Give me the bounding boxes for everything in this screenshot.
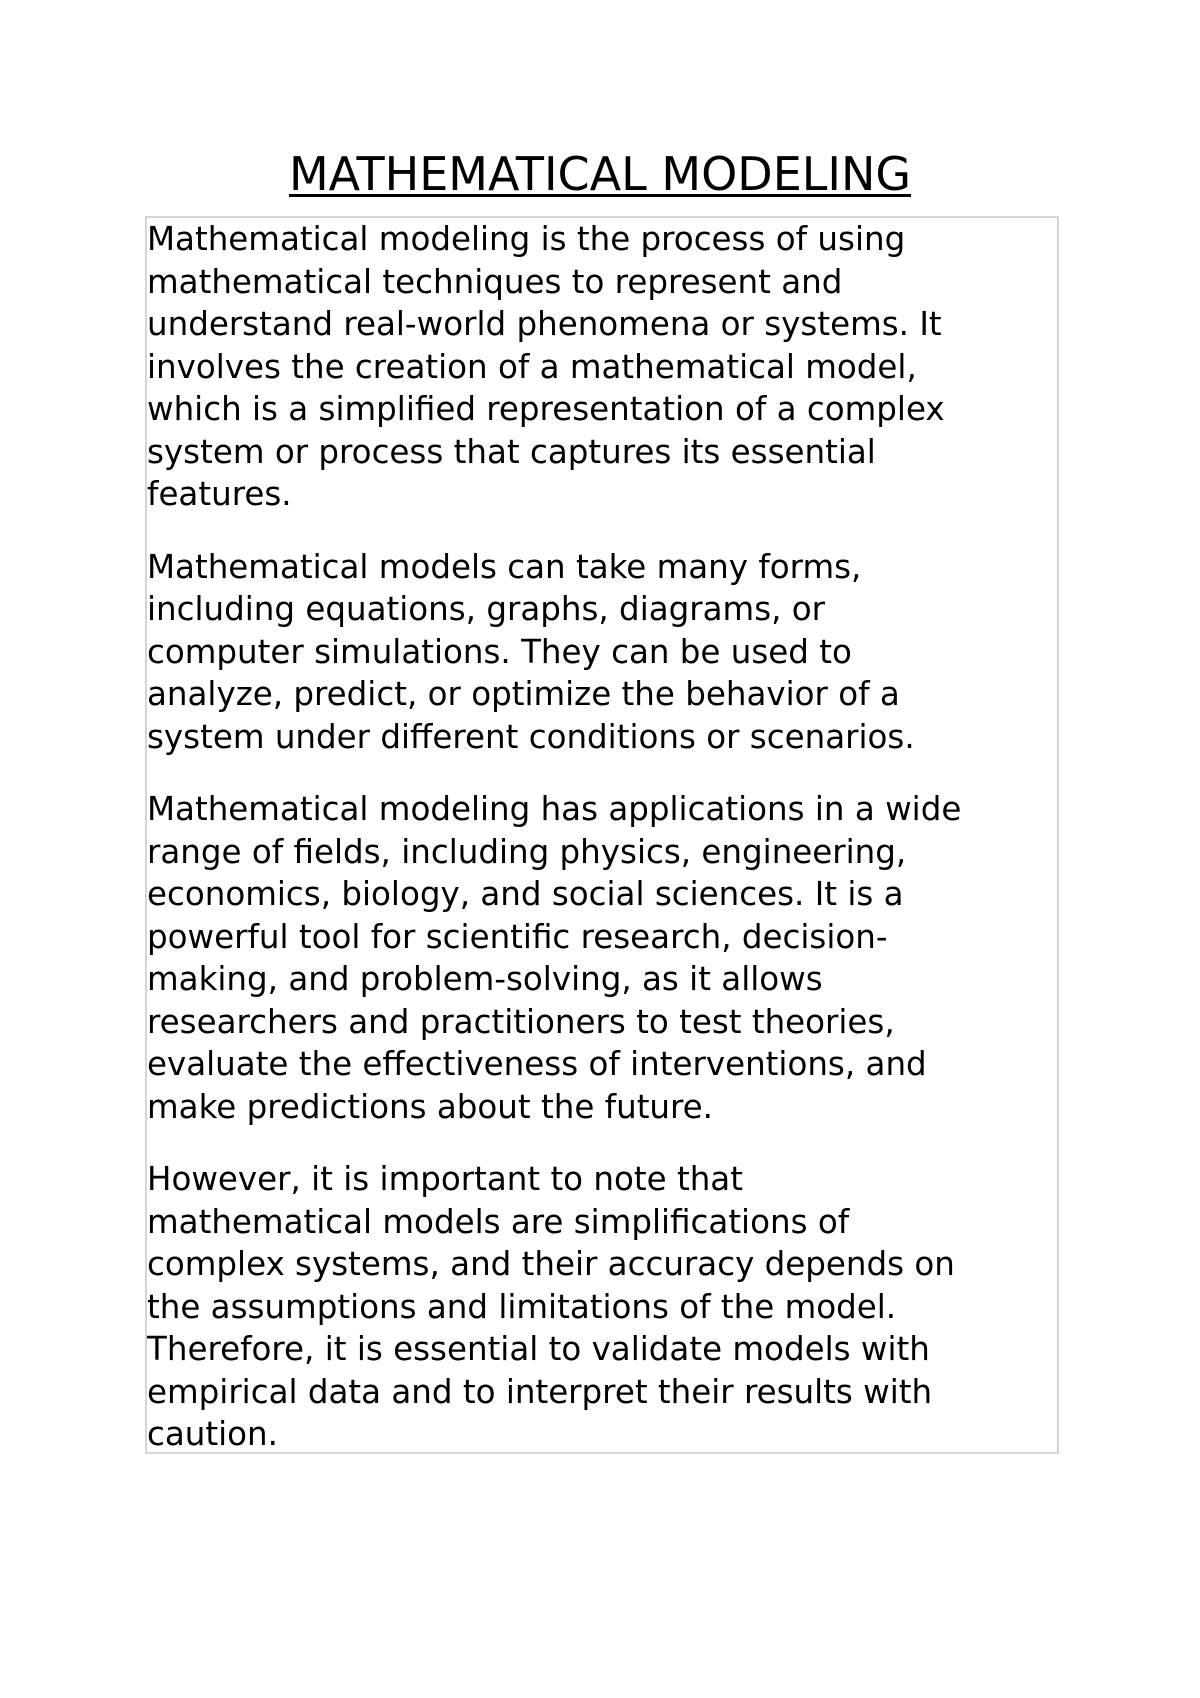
paragraph-definition: Mathematical modeling is the process of using mathematical techniques to represent and understand real-world phenomena or systems. It involves the creation of a mathematical model, which is a simplified representation of a complex system or process that captures its essential features. [147, 220, 945, 513]
document-title: MATHEMATICAL MODELING [288, 147, 912, 201]
paragraph-limitations: However, it is important to note that mathematical models are simplifications of complex systems, and their accuracy depends on the assumptions and limitations of the model. Therefore, it is essential to validate models with empirical data and to interpret their results with caution. [147, 1160, 955, 1453]
paragraph-applications: Mathematical modeling has applications in a wide range of fields, including physics, engineering, economics, biology, and social sciences. It is a powerful tool for scientific research, decision- making, and problem-solving, as it allows researchers and practitioners to test theories, evaluate the effectiveness of interventions, and make predictions about the future. [147, 790, 962, 1126]
text-box-content [147, 218, 1059, 1454]
text-box[interactable] [145, 216, 1059, 1454]
paragraph-forms: Mathematical models can take many forms, including equations, graphs, diagrams, or computer simulations. They can be used to analyze, predict, or optimize the behavior of a system under different conditions or scenarios. [147, 547, 915, 756]
